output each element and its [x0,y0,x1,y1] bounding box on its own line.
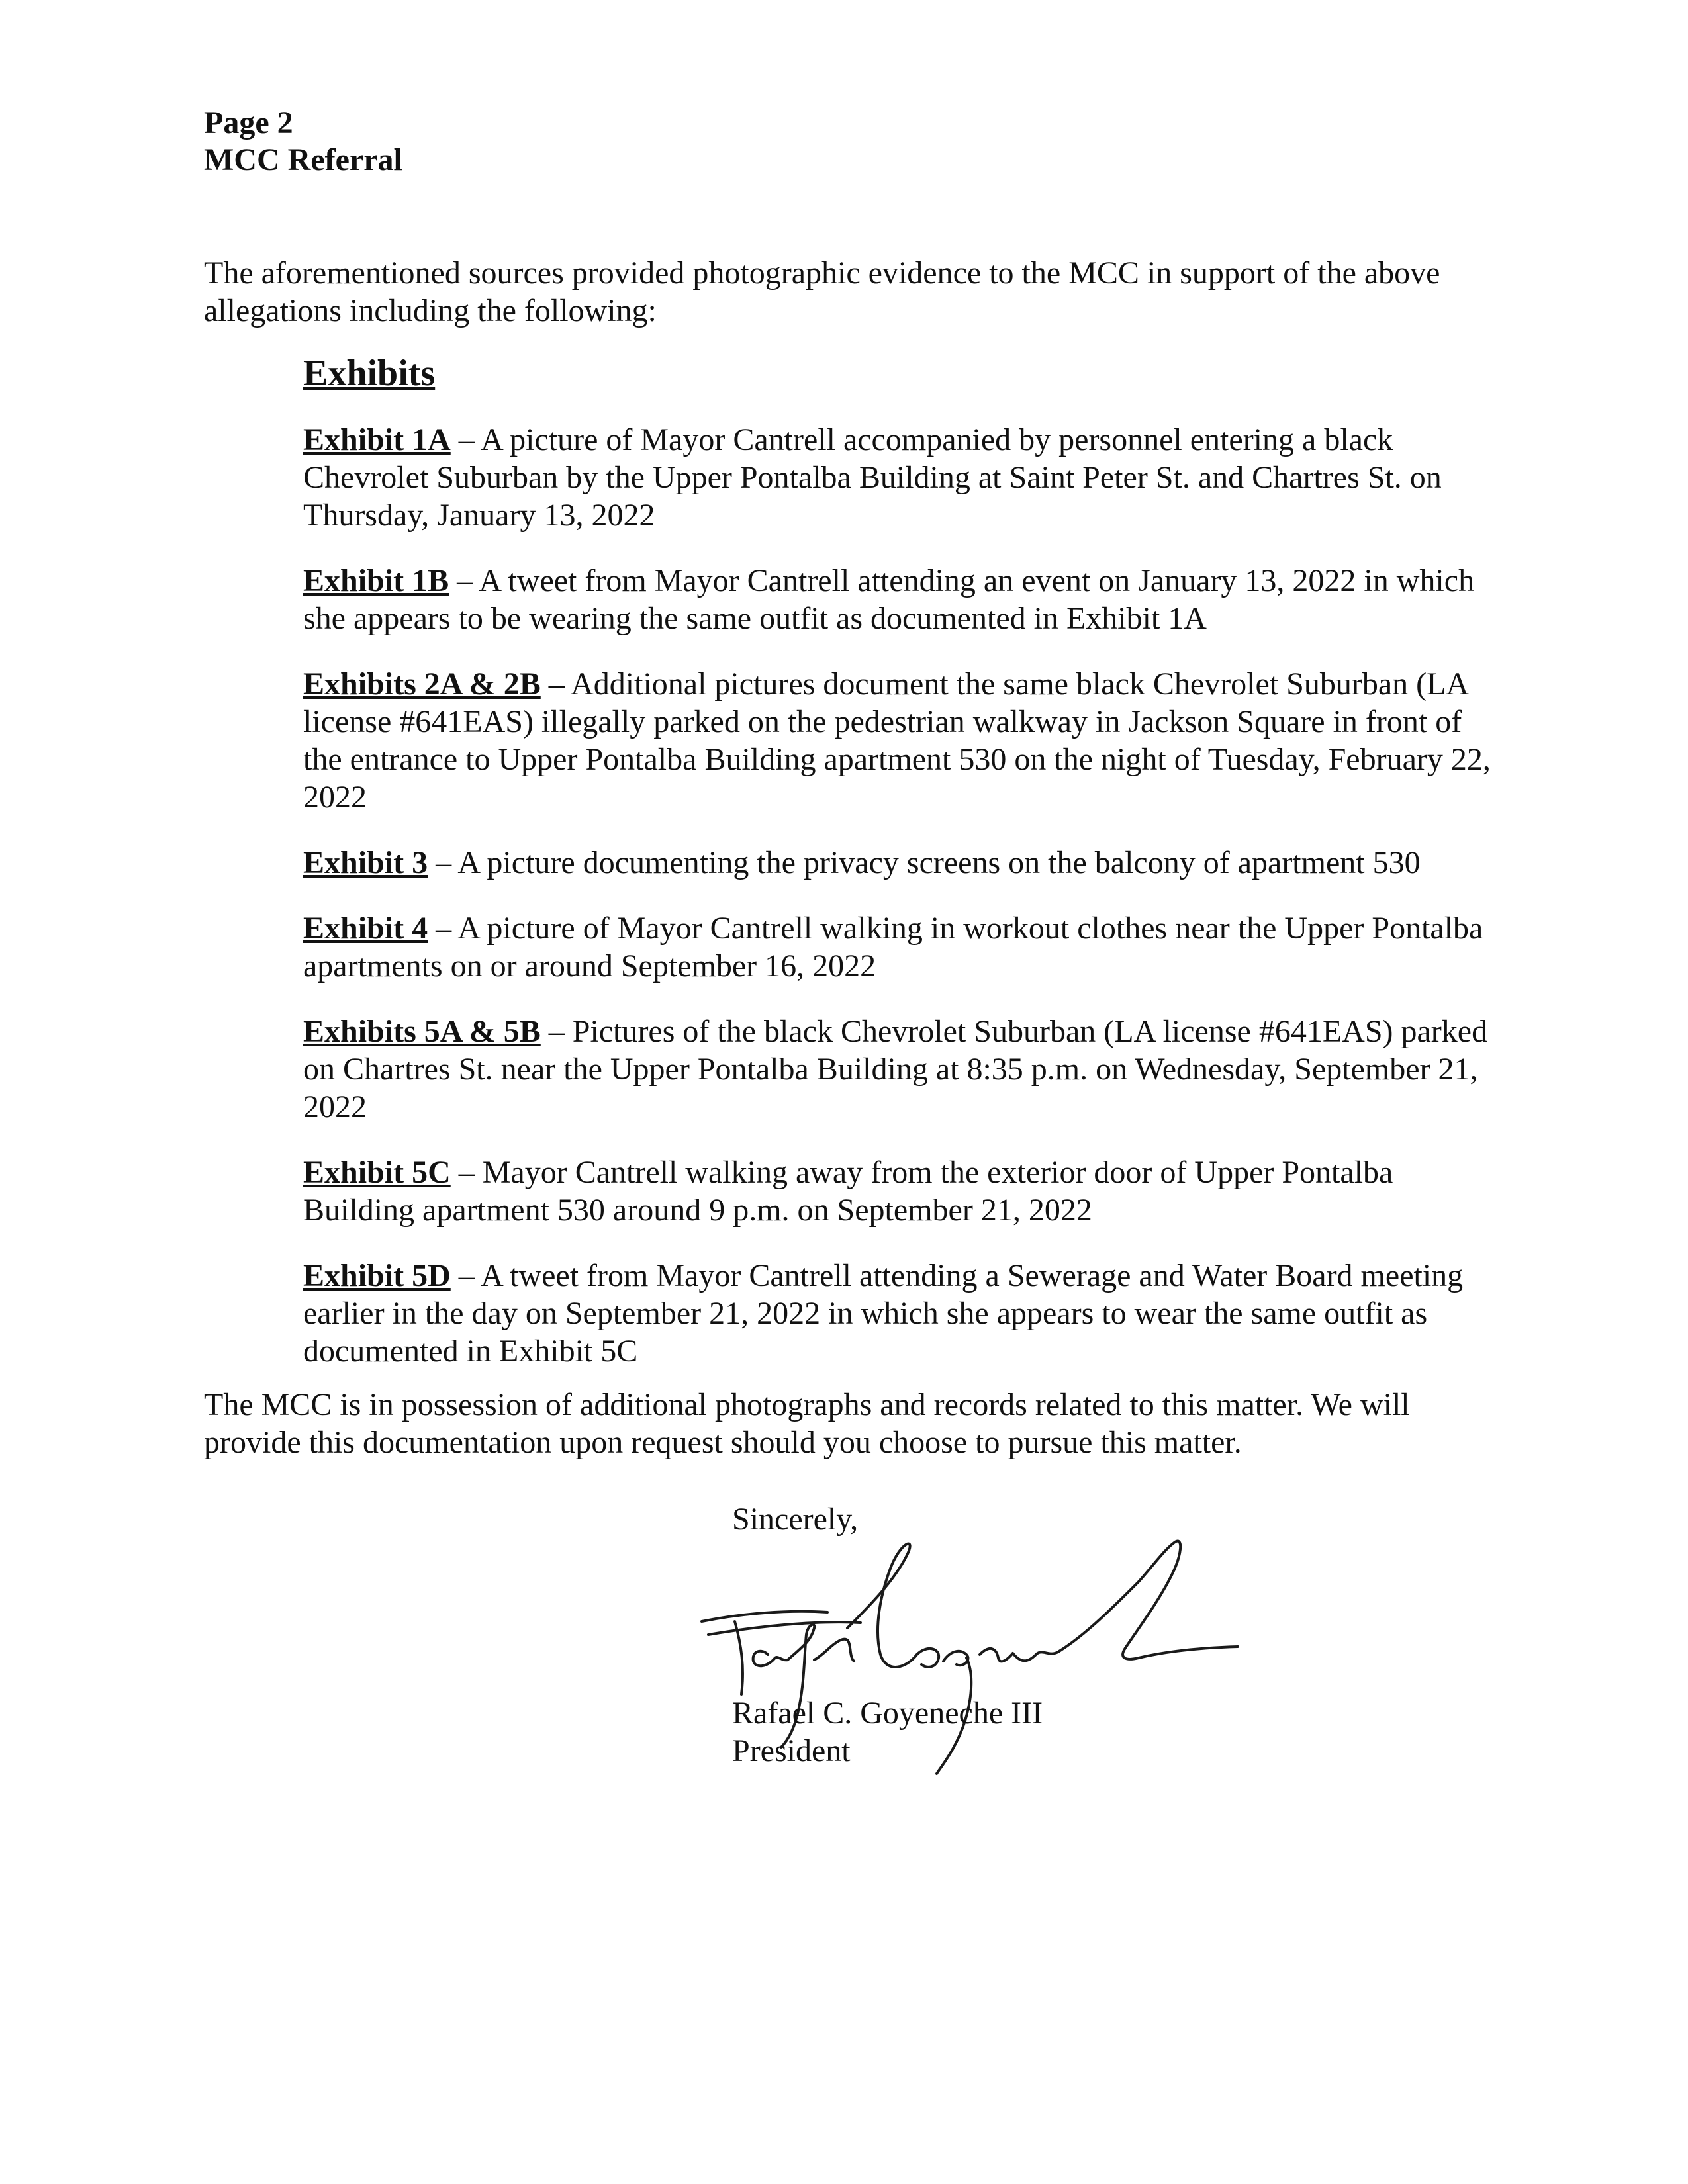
page-header [204,105,402,179]
exhibit-list [303,421,1508,1398]
exhibit-label: Exhibit 1A [303,422,451,457]
exhibit-item [303,1257,1508,1370]
exhibit-label: Exhibits 5A & 5B [303,1014,541,1049]
exhibit-label: Exhibits 2A & 2B [303,666,541,702]
exhibit-item [303,909,1508,985]
exhibit-item [303,1013,1508,1126]
exhibit-description: – A picture documenting the privacy screens on the balcony of apartment 530 [428,845,1421,880]
exhibit-item [303,844,1508,882]
exhibit-label: Exhibit 5D [303,1258,451,1293]
exhibit-label: Exhibit 5C [303,1155,451,1190]
exhibit-description: – A tweet from Mayor Cantrell attending a Sewerage and Water Board meeting earlier in the day on September 21, 2022 in which she appears to wear the same outfit as documented in Exhibit 5C [303,1258,1464,1369]
exhibit-label: Exhibit 3 [303,845,428,880]
exhibits-heading: Exhibits [303,353,436,394]
exhibit-description: – A picture of Mayor Cantrell walking in workout clothes near the Upper Pontalba apartments on or around September 16, 2022 [303,911,1483,983]
exhibit-description: – Pictures of the black Chevrolet Suburban (LA license #641EAS) parked on Chartres St. near the Upper Pontalba Building at 8:35 p.m. on Wednesday, September 21, 2022 [303,1014,1488,1124]
exhibit-description: – Mayor Cantrell walking away from the exterior door of Upper Pontalba Building apartment 530 around 9 p.m. on September 21, 2022 [303,1155,1393,1228]
document-subject: MCC Referral [204,142,402,177]
signer-title: President [732,1733,851,1768]
intro-paragraph: The aforementioned sources provided photographic evidence to the MCC in support of the above allegations including the following: [204,255,1440,328]
closing-paragraph: The MCC is in possession of additional photographs and records related to this matter. We will provide this documentation upon request should you choose to pursue this matter. [204,1387,1410,1460]
salutation: Sincerely, [732,1502,859,1537]
exhibit-item [303,421,1508,534]
exhibit-description: – A tweet from Mayor Cantrell attending an event on January 13, 2022 in which she appears to be wearing the same outfit as documented in Exhibit 1A [303,563,1475,636]
signer-name: Rafael C. Goyeneche III [732,1696,1043,1731]
exhibit-item [303,665,1508,816]
exhibit-description: – Additional pictures document the same black Chevrolet Suburban (LA license #641EAS) illegally parked on the pedestrian walkway in Jackson Square in front of the entrance to Upper Pontalba Building apartment 530 on the night of Tuesday, February 22, 2022 [303,666,1491,815]
exhibit-item [303,1154,1508,1229]
exhibit-label: Exhibit 4 [303,911,428,946]
exhibit-description: – A picture of Mayor Cantrell accompanied by personnel entering a black Chevrolet Suburban by the Upper Pontalba Building at Saint Peter St. and Chartres St. on Thursday, January 13, 2022 [303,422,1442,533]
page-label: Page 2 [204,105,293,140]
exhibit-item [303,562,1508,637]
exhibit-label: Exhibit 1B [303,563,449,598]
